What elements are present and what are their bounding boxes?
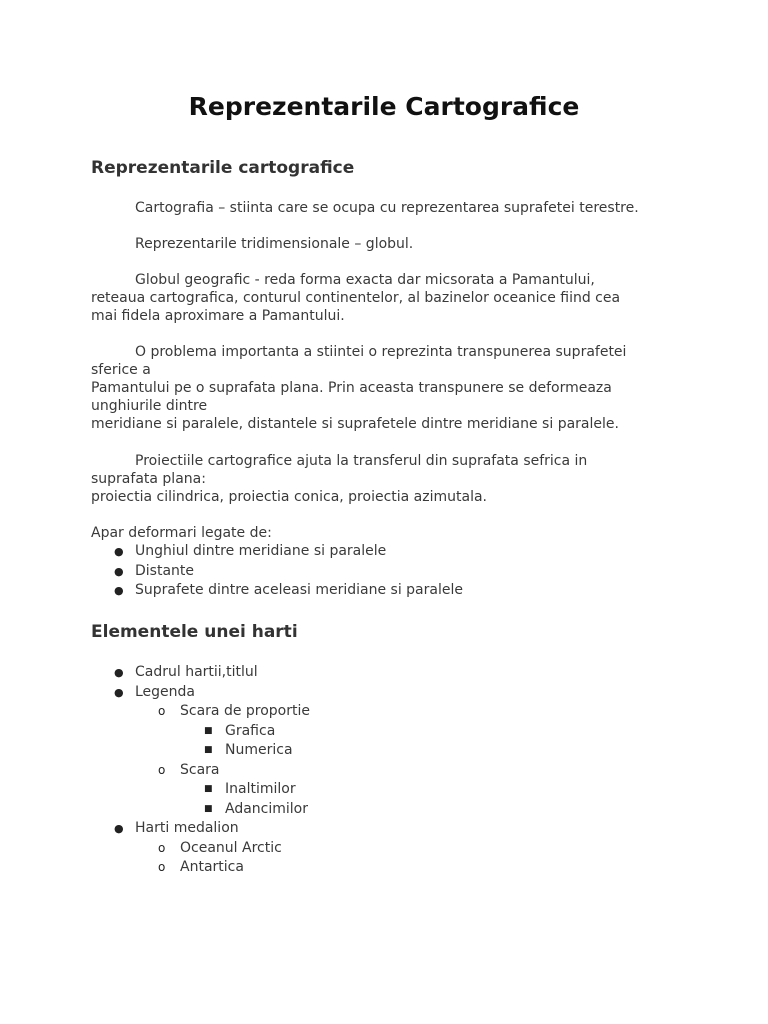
list-item [91,780,310,800]
list-item-text: Inaltimilor [225,781,296,797]
list-item [91,683,310,703]
list-item-text: Cadrul hartii,titlul [135,664,258,680]
paragraph-line: reteaua cartografica, conturul continentelor, al bazinelor oceanice fiind cea [91,290,621,306]
list-item-text: Legenda [135,683,196,700]
list-item [91,562,463,582]
paragraph-line: Apar deformari legate de: [91,525,272,541]
disc-bullet-icon: ● [114,564,124,578]
elemente-list [91,663,310,878]
list-item [91,858,310,878]
paragraph-tridimensionale [91,235,691,253]
paragraph-line: Globul geografic - reda forma exacta dar micsorata a Pamantului, [135,272,595,288]
paragraph-line: proiectia cilindrica, proiectia conica, proiectia azimutala. [91,489,487,505]
disc-bullet-icon: ● [114,822,124,835]
list-item [91,839,310,859]
circle-bullet-icon: o [158,704,166,718]
list-item-text: Grafica [225,722,276,739]
list-item-text: Suprafete dintre aceleasi meridiane si paralele [135,582,463,598]
paragraph-line: O problema importanta a stiintei o reprezinta transpunerea suprafetei [135,344,627,360]
list-item [91,819,310,839]
list-item-text: Oceanul Arctic [180,839,282,856]
list-item-text: Scara de proportie [180,703,310,719]
list-item-text: Antartica [180,859,244,875]
paragraph-line: Proiectiile cartografice ajuta la transferul din suprafata sefrica in [135,453,588,469]
list-item [91,581,463,601]
disc-bullet-icon: ● [114,685,124,699]
list-item [91,761,310,781]
disc-bullet-icon: ● [114,545,124,558]
list-item [91,800,310,820]
paragraph-proiectii [91,452,691,506]
square-bullet-icon: ■ [204,803,213,814]
paragraph-deformari [91,524,691,542]
paragraph-line: meridiane si paralele, distantele si suprafetele dintre meridiane si paralele. [91,416,619,432]
disc-bullet-icon: ● [114,584,124,597]
list-item-text: Harti medalion [135,820,239,836]
list-item [91,741,310,761]
circle-bullet-icon: o [158,860,166,874]
circle-bullet-icon: o [158,762,166,777]
section-heading-elemente: Elementele unei harti [91,622,298,642]
list-item [91,663,310,683]
paragraph-problema [91,343,691,433]
deformari-list [91,542,463,601]
list-item-text: Distante [135,562,195,579]
disc-bullet-icon: ● [114,666,124,679]
paragraph-globul [91,271,691,325]
list-item-text: Numerica [225,742,293,758]
paragraph-line: Reprezentarile tridimensionale – globul. [135,236,414,252]
list-item [91,722,310,742]
section-heading-reprezentari: Reprezentarile cartografice [91,158,355,178]
paragraph-line: sferice a [91,362,151,378]
list-item-text: Scara [180,761,220,778]
square-bullet-icon: ■ [204,725,213,736]
paragraph-line: Cartografia – stiinta care se ocupa cu reprezentarea suprafetei terestre. [135,200,639,216]
paragraph-line: unghiurile dintre [91,398,208,414]
square-bullet-icon: ■ [204,745,213,755]
paragraph-cartografia [91,199,691,217]
list-item-text: Unghiul dintre meridiane si paralele [135,543,387,559]
paragraph-line: Pamantului pe o suprafata plana. Prin aceasta transpunere se deformeaza [91,380,612,396]
document-title: Reprezentarile Cartografice [188,92,580,121]
circle-bullet-icon: o [158,840,166,855]
list-item-text: Adancimilor [225,800,308,817]
list-item [91,702,310,722]
list-item [91,542,463,562]
paragraph-line: suprafata plana: [91,471,206,487]
square-bullet-icon: ■ [204,784,213,794]
paragraph-line: mai fidela aproximare a Pamantului. [91,308,345,324]
